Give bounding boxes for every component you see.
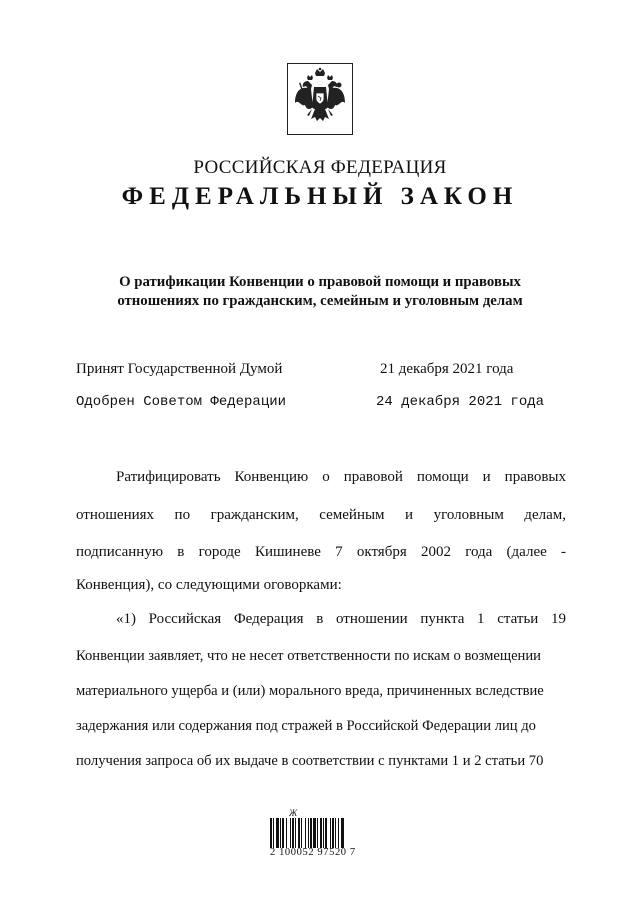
barcode-number: 2 100052 97520 7 [270,847,356,858]
body-text-line: «1) Российская Федерация в отношении пункта 1 статьи 19 [116,611,566,627]
state-emblem-icon [287,63,353,135]
law-type-heading: ФЕДЕРАЛЬНЫЙ ЗАКОН [121,183,519,210]
duma-adoption-date: 21 декабря 2021 года [380,361,514,377]
barcode-icon [270,818,366,850]
duma-adoption-label: Принят Государственной Думой [76,361,283,377]
body-text-line: задержания или содержания под стражей в Российской Федерации лиц до [76,718,536,734]
body-text-line: подписанную в городе Кишиневе 7 октября 2002 года (далее - [76,544,566,560]
barcode-mark: Ж [289,808,298,818]
law-title-line: отношениях по гражданским, семейным и уголовным делам [117,293,523,309]
council-approval-label: Одобрен Советом Федерации [76,394,287,410]
body-text-line: Ратифицировать Конвенцию о правовой помощи и правовых [116,469,566,485]
law-title-line: О ратификации Конвенции о правовой помощи и правовых [119,274,521,290]
body-text-line: Конвенции заявляет, что не несет ответственности по искам о возмещении [76,648,541,664]
body-text-line: получения запроса об их выдаче в соответствии с пунктами 1 и 2 статьи 70 [76,753,544,769]
body-text-line: Конвенция), со следующими оговорками: [76,577,342,593]
council-approval-date: 24 декабря 2021 года [376,394,545,410]
body-text-line: отношениях по гражданским, семейным и уголовным делам, [76,507,566,523]
body-text-line: материального ущерба и (или) морального вреда, причиненных вследствие [76,683,544,699]
country-heading: РОССИЙСКАЯ ФЕДЕРАЦИЯ [193,157,447,178]
